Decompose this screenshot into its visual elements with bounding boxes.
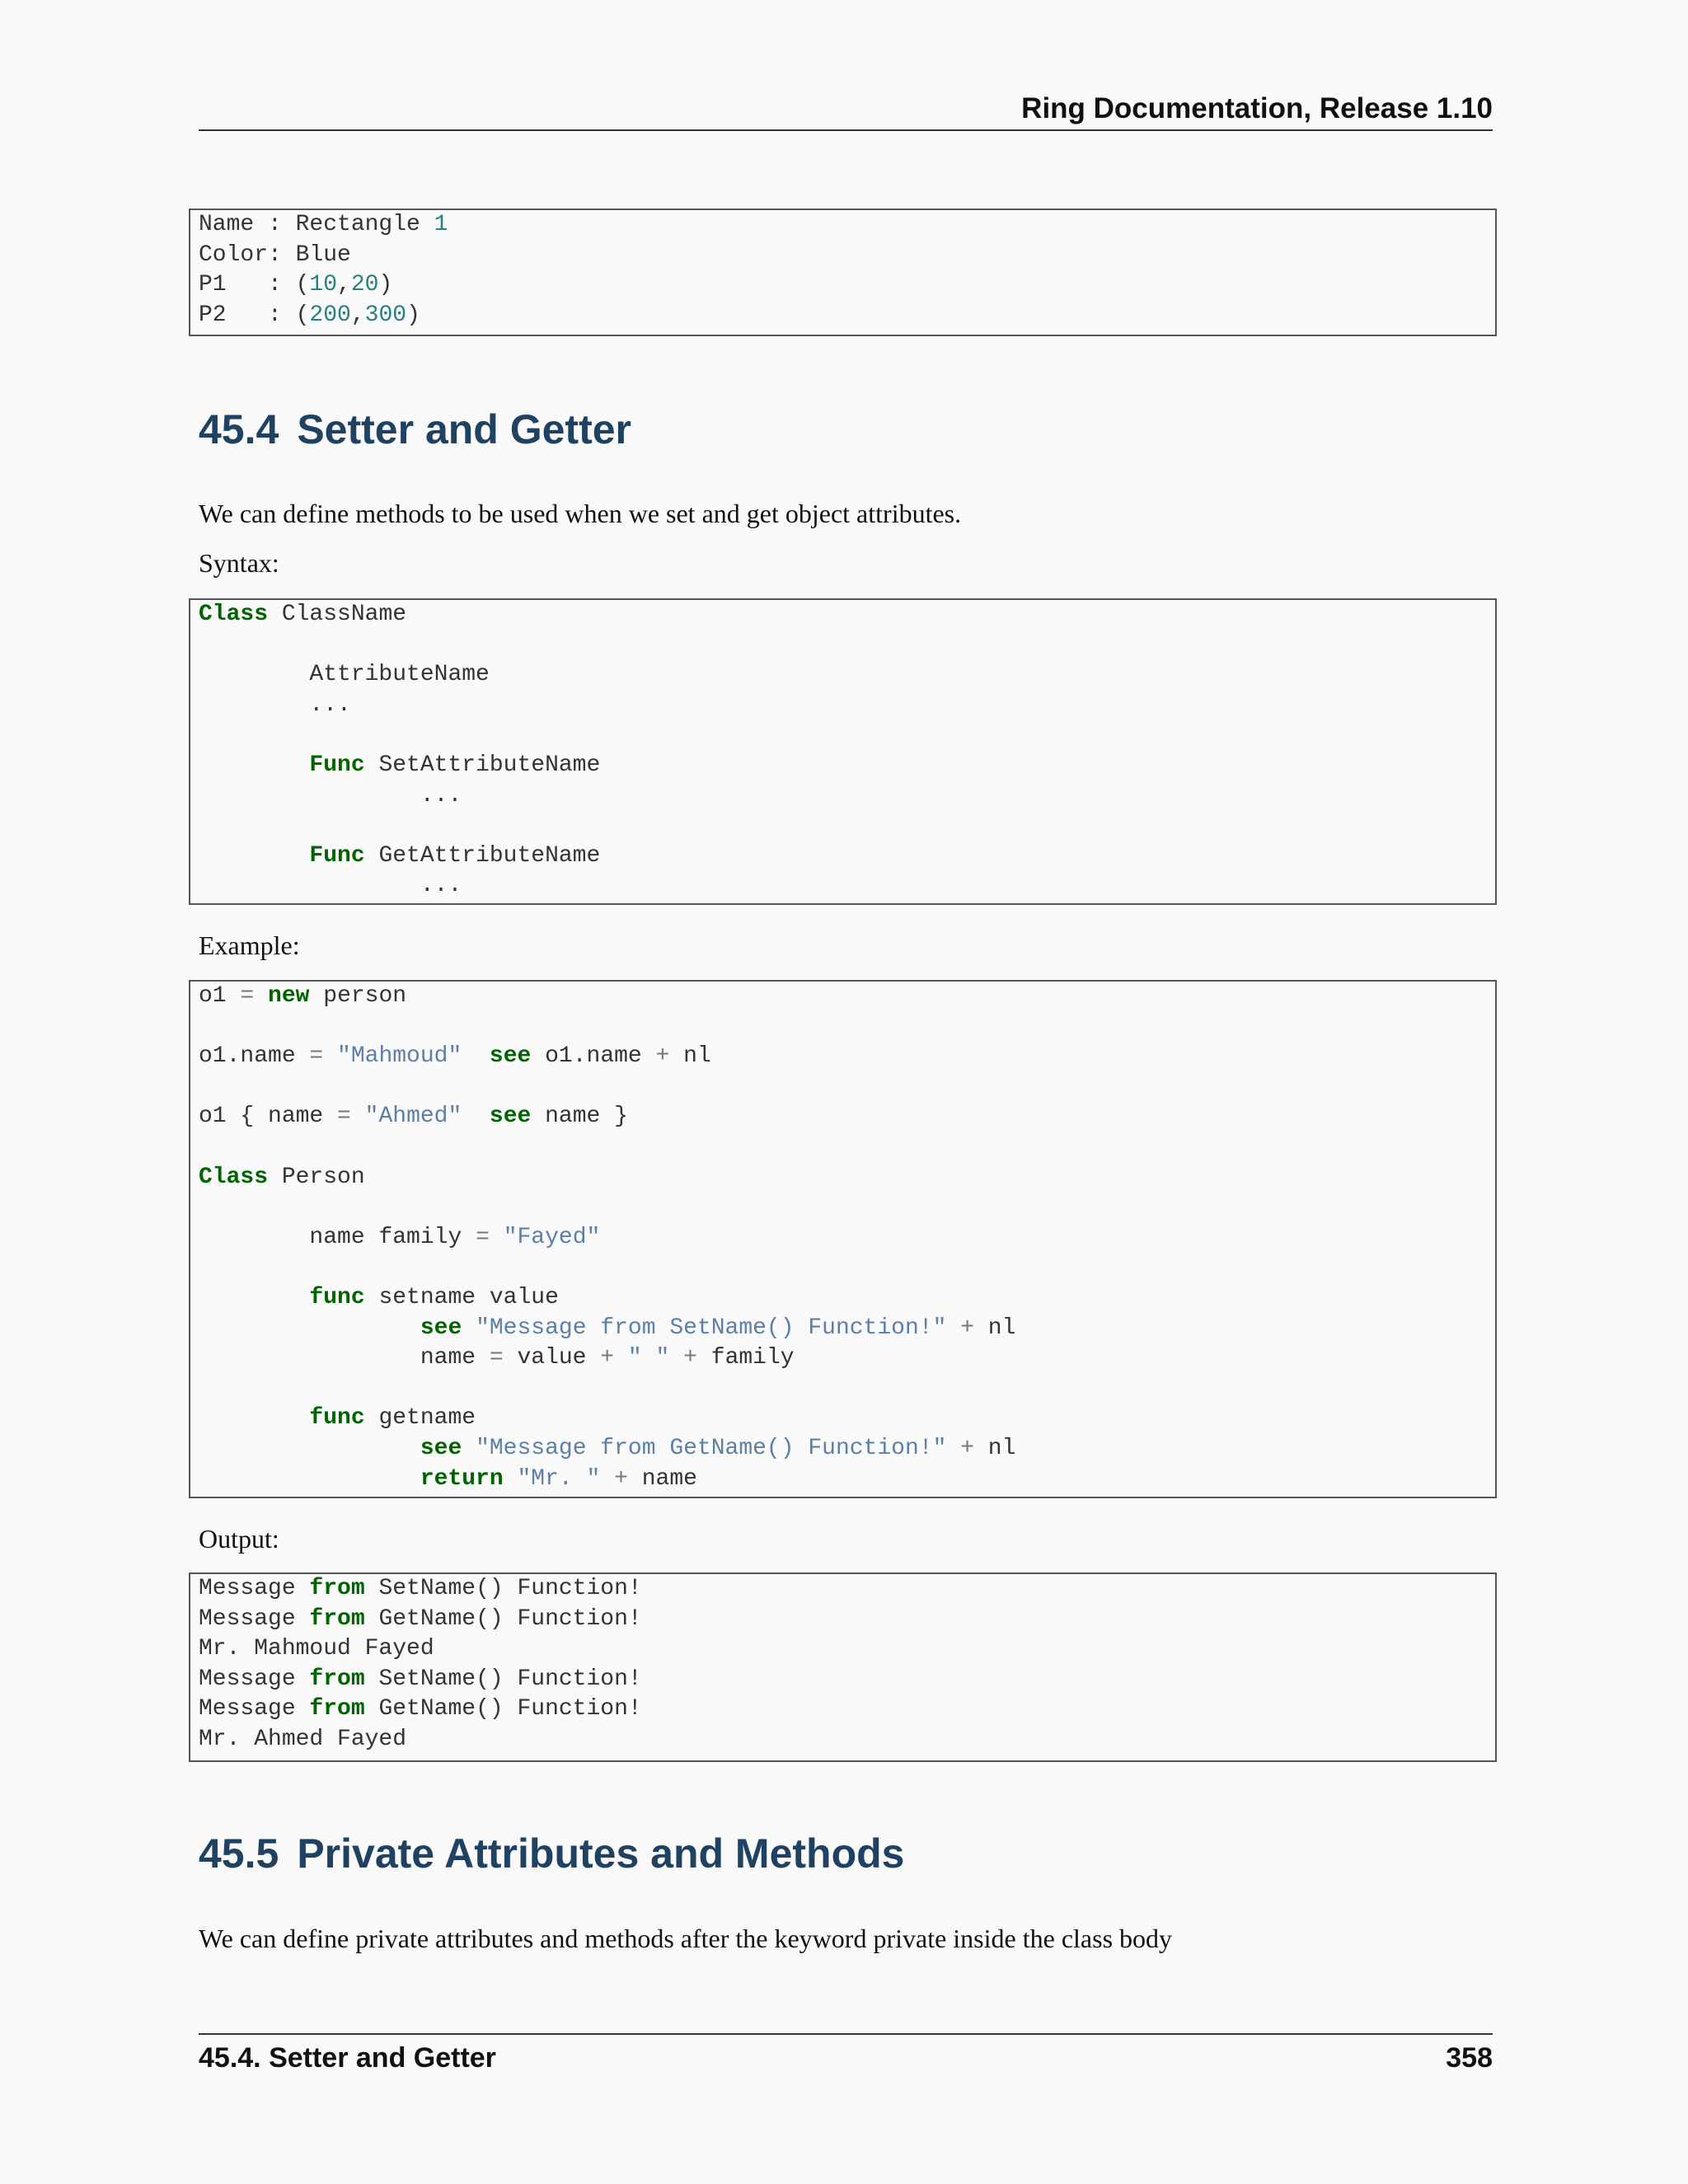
code-text: Message from SetName() Function! Message from GetName() Function! Mr. Mahmoud Fayed Message from SetName() Function! Message from GetName() Function! Mr. Ahmed Fayed xyxy=(199,1576,642,1752)
label-syntax: Syntax: xyxy=(199,548,279,578)
code-token-op: = xyxy=(489,1345,504,1371)
code-token-op: + xyxy=(600,1345,615,1371)
code-token-kw: from xyxy=(309,1696,365,1722)
code-token-op: = xyxy=(309,1043,324,1070)
code-token-num: 200 xyxy=(309,302,351,328)
code-token-kw: see xyxy=(420,1435,462,1461)
code-token-kw: new xyxy=(268,983,310,1009)
code-token-kw: see xyxy=(489,1104,532,1130)
code-token-str: "Message from GetName() Function!" xyxy=(476,1435,947,1461)
running-header: Ring Documentation, Release 1.10 xyxy=(1021,92,1493,124)
paragraph-private: We can define private attributes and methods after the keyword private inside the class body xyxy=(199,1924,1173,1953)
code-token-op: + xyxy=(960,1315,974,1341)
code-text: Class ClassName AttributeName ... Func SetAttributeName ... Func GetAttributeName ... xyxy=(199,602,601,899)
code-text: Name : Rectangle 1 Color: Blue P1 : (10,20) P2 : (200,300) xyxy=(199,212,448,328)
footer-rule xyxy=(199,2033,1493,2035)
code-token-op: = xyxy=(337,1104,351,1130)
code-token-kw: Func xyxy=(309,752,365,778)
code-text: o1 = new person o1.name = "Mahmoud" see o1.name + nl o1 { name = "Ahmed" see name } Class Person name family = "Fayed" func setname value see "Message from SetName() Function!" + nl name = value + " " + family func getname see "Message from GetName() Function!" + nl return "Mr. " + name xyxy=(199,983,1016,1492)
section-number: 45.4 xyxy=(199,406,279,452)
code-token-kw: from xyxy=(309,1605,365,1632)
code-token-kw: see xyxy=(489,1043,532,1070)
label-output: Output: xyxy=(199,1524,279,1554)
section-heading-45-4 xyxy=(199,405,631,453)
code-token-num: 1 xyxy=(434,212,448,237)
code-token-op: = xyxy=(476,1224,490,1250)
section-number: 45.5 xyxy=(199,1830,279,1877)
code-token-op: + xyxy=(960,1435,974,1461)
code-token-str: " " xyxy=(627,1345,670,1371)
code-token-str: "Message from SetName() Function!" xyxy=(476,1315,947,1341)
code-token-kw: Func xyxy=(309,842,365,869)
code-token-op: + xyxy=(614,1465,628,1492)
code-token-kw: Class xyxy=(199,602,269,627)
code-token-kw: func xyxy=(309,1405,365,1432)
header-rule xyxy=(199,129,1493,131)
code-token-num: 10 xyxy=(309,272,338,298)
code-token-op: + xyxy=(655,1043,670,1070)
section-title: Setter and Getter xyxy=(297,406,631,452)
code-token-kw: Class xyxy=(199,1164,269,1190)
code-token-kw: return xyxy=(420,1465,504,1492)
code-token-kw: from xyxy=(309,1666,365,1692)
code-token-op: = xyxy=(240,983,255,1009)
code-token-str: "Fayed" xyxy=(503,1224,601,1250)
code-token-kw: func xyxy=(309,1284,365,1310)
code-block-output-rectangle xyxy=(189,209,1497,336)
code-token-num: 300 xyxy=(364,302,407,328)
section-title: Private Attributes and Methods xyxy=(297,1830,905,1877)
code-token-str: "Mahmoud" xyxy=(337,1043,462,1070)
label-example: Example: xyxy=(199,930,300,960)
code-block-syntax xyxy=(189,598,1497,905)
code-token-num: 20 xyxy=(350,272,379,298)
code-token-op: + xyxy=(683,1345,697,1371)
code-block-output xyxy=(189,1572,1497,1762)
paragraph-intro: We can define methods to be used when we set and get object attributes. xyxy=(199,499,962,528)
page-number: 358 xyxy=(1446,2042,1493,2074)
code-token-kw: from xyxy=(309,1576,365,1601)
code-token-kw: see xyxy=(420,1315,462,1341)
footer-section-title: 45.4. Setter and Getter xyxy=(199,2042,496,2074)
code-block-example xyxy=(189,980,1497,1498)
code-token-str: "Mr. " xyxy=(517,1465,601,1492)
code-token-str: "Ahmed" xyxy=(364,1104,462,1130)
section-heading-45-5 xyxy=(199,1830,904,1877)
